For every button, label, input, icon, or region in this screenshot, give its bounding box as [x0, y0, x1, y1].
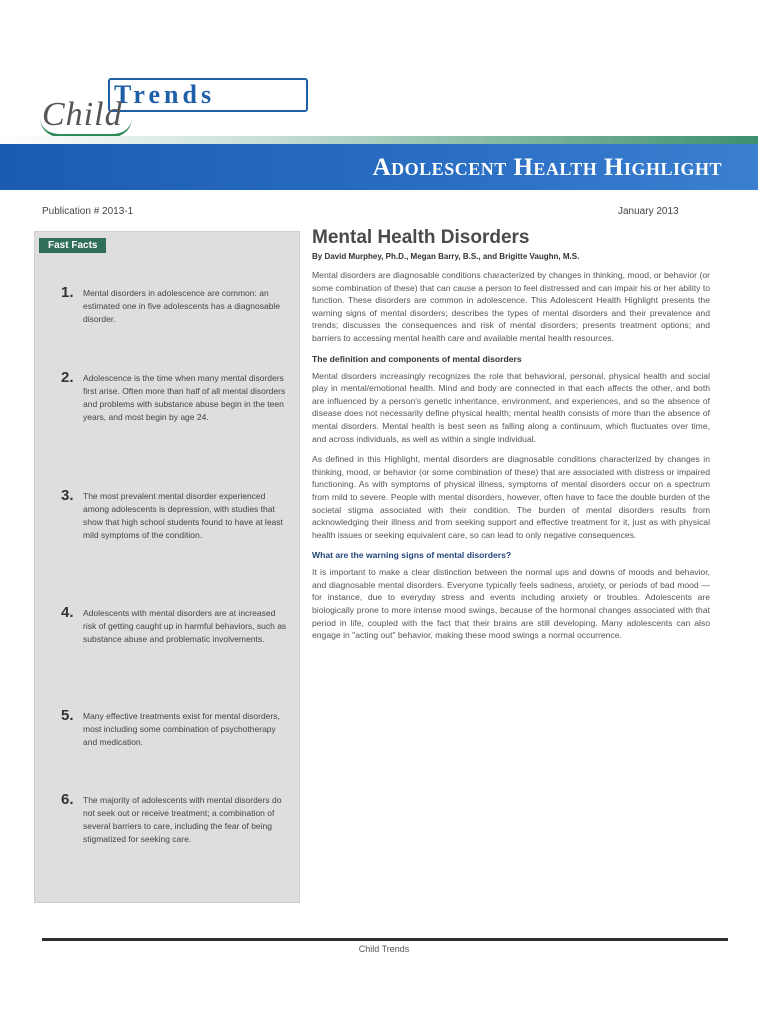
footer-text: Child Trends [358, 944, 410, 954]
fact-number: 1. [61, 284, 74, 301]
fact-number: 6. [61, 791, 74, 808]
fact-text: Many effective treatments exist for mental disorders, most including some combination of psychotherapy and medication. [83, 711, 280, 747]
fact-number: 5. [61, 707, 74, 724]
fact-text: The majority of adolescents with mental disorders do not seek out or receive treatment; a combination of several barriers to care, including the fear of being stigmatized for seeking care. [83, 795, 282, 844]
fast-facts-sidebar [34, 231, 300, 903]
fact-text: Adolescents with mental disorders are at increased risk of getting caught up in harmful behaviors, such as substance abuse and problematic involvements. [83, 608, 287, 644]
child-trends-logo [40, 72, 280, 142]
paragraph: As defined in this Highlight, mental disorders are diagnosable conditions characterized by changes in thinking, mood, or behavior (or some combination of these) that are associated with distress or impaired functioning. As with symptoms of physical illness, symptoms of mental disorders occur on a spectrum from mild to severe. People with mental disorders, however, often have to face the double burden of the societal stigma associated with their condition. The burden of mental disorders results from acknowledging their illness and from seeking support and effective treatment for it, just as with physical health issues or seeking equivalent care, so can lead to only negative consequences. [312, 454, 710, 540]
section-heading-definition: The definition and components of mental disorders [312, 353, 522, 364]
article-authors: By David Murphey, Ph.D., Megan Barry, B.S., and Brigitte Vaughn, M.S. [312, 252, 580, 261]
fact-text: Adolescence is the time when many mental disorders first arise. Often more than half of all mental disorders and problems with substance abuse begin in the teen years, and most begin by age 24. [83, 373, 286, 422]
fact-text: The most prevalent mental disorder experienced among adolescents is depression, with studies that show that high school students found to have at least mild symptoms of the condition. [83, 491, 283, 540]
publication-number: Publication # 2013-1 [42, 206, 134, 217]
fact-text: Mental disorders in adolescence are common: an estimated one in five adolescents has a diagnosable disorder. [83, 288, 281, 324]
article-title: Mental Health Disorders [312, 227, 530, 248]
fact-number: 4. [61, 604, 74, 621]
article-body [312, 226, 710, 650]
banner-title: Adolescent Health Highlight [372, 154, 722, 181]
header-banner [0, 144, 758, 190]
fact-number: 2. [61, 369, 74, 386]
intro-paragraph: Mental disorders are diagnosable conditions characterized by changes in thinking, mood, or behavior (or some combination of these) that can cause a person to feel distressed and can impair his or her ability to function. These disorders are common in adolescence. This Adolescent Health Highlight presents the warning signs of mental disorders; describes the types of mental disorders and their prevalence and trends; discusses the consequences and risk of mental disorders; presents treatment options; and barriers to accessing mental health care and available mental health resources. [312, 270, 710, 343]
section-heading-warning-signs: What are the warning signs of mental disorders? [312, 550, 512, 561]
publication-date: January 2013 [618, 206, 679, 217]
footer-divider [42, 938, 728, 941]
fact-number: 3. [61, 487, 74, 504]
paragraph: Mental disorders increasingly recognizes the role that behavioral, personal, physical health and social play in mental/emotional health. Mind and body are connected in that each affects the other, and both are influenced by a person's genetic inheritance, environment, and experiences, and so the absence of disease does not necessarily define physical health; mental health consists of more than the absence of mental disorders. Mental health is best seen as falling along a continuum, which fluctuates over time, and across individuals, as well as within a single individual. [312, 370, 710, 444]
logo-child-text: Child [42, 96, 123, 133]
header-accent-bar [0, 136, 758, 144]
logo-trends-text: Trends [114, 80, 216, 109]
fast-facts-label: Fast Facts [39, 238, 106, 253]
logo-swoosh-icon [40, 118, 132, 137]
paragraph: It is important to make a clear distinction between the normal ups and downs of moods and behavior, and diagnosable mental disorders. Everyone typically feels sadness, anxiety, or periods of bad mood — for instance, due to everyday stress and events including anxiety or troubles. Adolescents are biologically prone to more intense mood swings, because of the hormonal changes associated with that period in life, coupled with the fact that their brains are still developing. Many adolescents can also engage in "acting out" behavior, making these mood swings a normal occurrence. [312, 567, 710, 641]
